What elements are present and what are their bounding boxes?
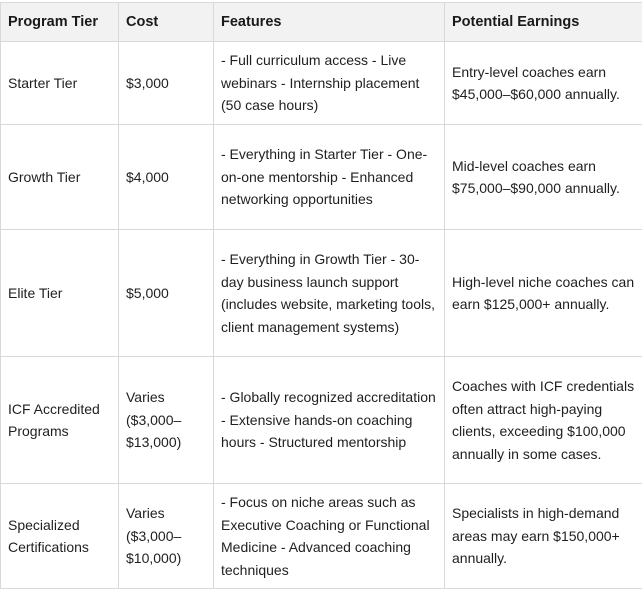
cell-earnings: Specialists in high-demand areas may earn $150,000+ annually. (445, 484, 642, 589)
cell-earnings: High-level niche coaches can earn $125,000+ annually. (445, 230, 642, 357)
cell-tier: Specialized Certifications (1, 484, 119, 589)
cell-features: - Everything in Growth Tier - 30-day business launch support (includes website, marketing tools, client management systems) (214, 230, 445, 357)
cell-tier: Growth Tier (1, 125, 119, 230)
cell-cost: $5,000 (119, 230, 214, 357)
cell-earnings: Mid-level coaches earn $75,000–$90,000 annually. (445, 125, 642, 230)
cell-features: - Globally recognized accreditation - Extensive hands-on coaching hours - Structured mentorship (214, 357, 445, 484)
header-program-tier: Program Tier (1, 3, 119, 42)
table-row (1, 42, 642, 125)
cell-cost: $4,000 (119, 125, 214, 230)
cell-tier: ICF Accredited Programs (1, 357, 119, 484)
header-cost: Cost (119, 3, 214, 42)
cell-features: - Full curriculum access - Live webinars - Internship placement (50 case hours) (214, 42, 445, 125)
table-row (1, 357, 642, 484)
cell-tier: Starter Tier (1, 42, 119, 125)
header-features: Features (214, 3, 445, 42)
table-row (1, 125, 642, 230)
cell-features: - Focus on niche areas such as Executive Coaching or Functional Medicine - Advanced coaching techniques (214, 484, 445, 589)
table-row (1, 230, 642, 357)
cell-earnings: Coaches with ICF credentials often attract high-paying clients, exceeding $100,000 annually in some cases. (445, 357, 642, 484)
header-potential-earnings: Potential Earnings (445, 3, 642, 42)
cell-cost: Varies ($3,000–$10,000) (119, 484, 214, 589)
cell-tier: Elite Tier (1, 230, 119, 357)
cell-earnings: Entry-level coaches earn $45,000–$60,000 annually. (445, 42, 642, 125)
cell-cost: $3,000 (119, 42, 214, 125)
program-tier-table (0, 2, 642, 589)
cell-cost: Varies ($3,000–$13,000) (119, 357, 214, 484)
cell-features: - Everything in Starter Tier - One-on-one mentorship - Enhanced networking opportunities (214, 125, 445, 230)
table-row (1, 484, 642, 589)
table-header-row (1, 3, 642, 42)
